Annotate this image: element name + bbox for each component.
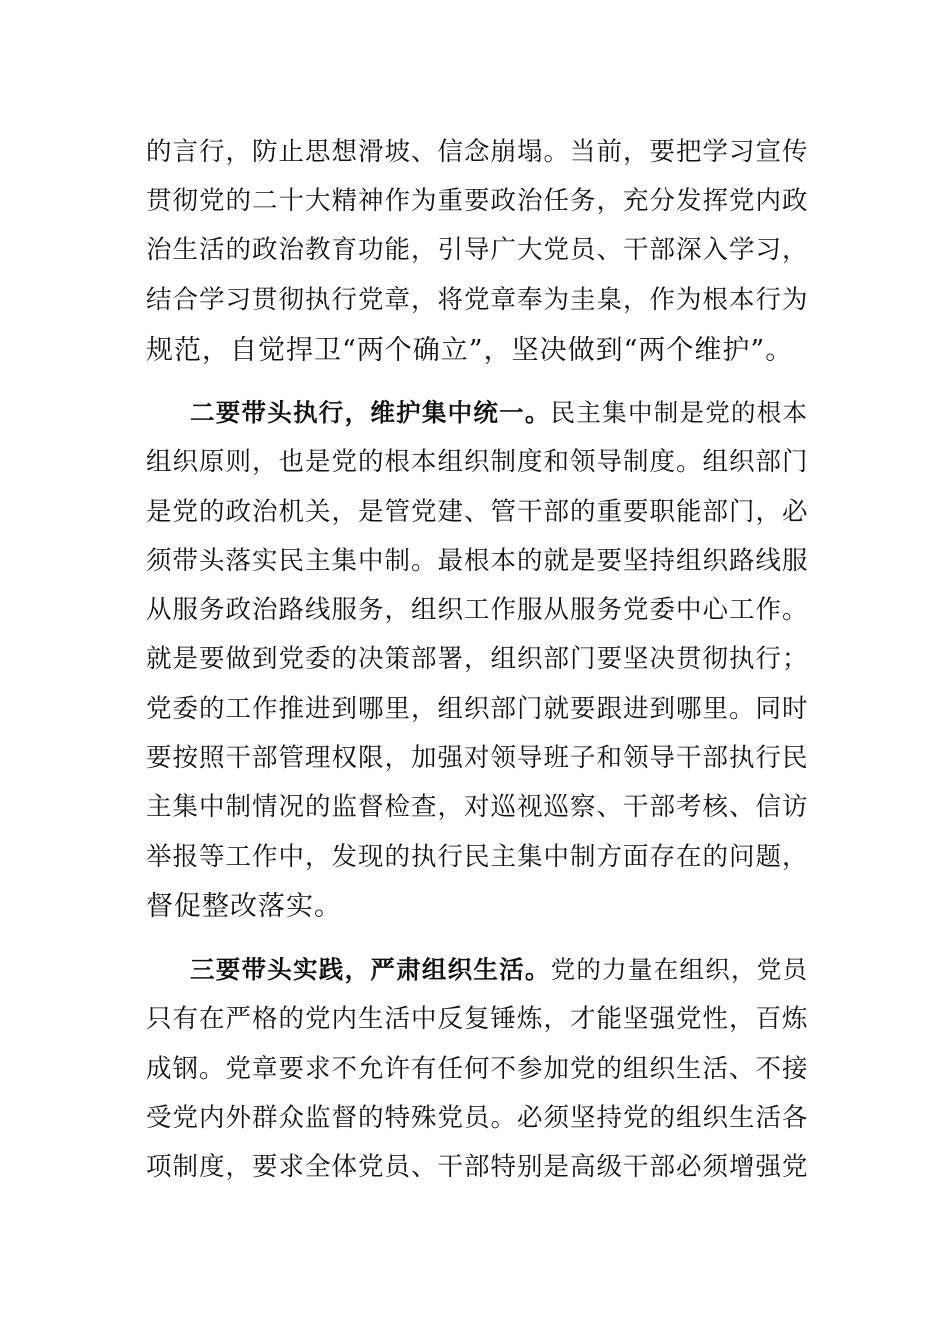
text-line: 受党内外群众监督的特殊党员。必须坚持党的组织生活各 [146, 1103, 809, 1133]
text-line: 治生活的政治教育功能，引导广大党员、干部深入学习， [146, 235, 809, 265]
text-line: 就是要做到党委的决策部署，组织部门要坚决贯彻执行； [146, 644, 809, 674]
text-line: 贯彻党的二十大精神作为重要政治任务，充分发挥党内政 [146, 186, 809, 216]
text-line: 党委的工作推进到哪里，组织部门就要跟进到哪里。同时 [146, 694, 809, 724]
text-line: 规范，自觉捍卫“两个确立”，坚决做到“两个维护”。 [146, 335, 794, 366]
text-line: 举报等工作中，发现的执行民主集中制方面存在的问题， [146, 842, 809, 872]
text-line: 组织原则，也是党的根本组织制度和领导制度。组织部门 [146, 447, 809, 477]
text-span: 党的力量在组织，党员 [550, 955, 809, 984]
text-line: 是党的政治机关，是管党建、管干部的重要职能部门，必 [146, 497, 809, 527]
text-line: 成钢。党章要求不允许有任何不参加党的组织生活、不接 [146, 1054, 809, 1084]
text-line: 从服务政治路线服务，组织工作服从服务党委中心工作。 [146, 595, 809, 625]
text-line: 结合学习贯彻执行党章，将党章奉为圭臬，作为根本行为 [146, 285, 809, 315]
section-heading: 三要带头实践，严肃组织生活。 [190, 955, 551, 984]
paragraph-first-line [190, 945, 808, 995]
text-line: 主集中制情况的监督检查，对巡视巡察、干部考核、信访 [146, 792, 809, 822]
text-line: 要按照干部管理权限，加强对领导班子和领导干部执行民 [146, 743, 809, 773]
text-line: 只有在严格的党内生活中反复锤炼，才能坚强党性，百炼 [146, 1004, 809, 1034]
text-span: 民主集中制是党的根本 [550, 398, 809, 427]
text-line: 须带头落实民主集中制。最根本的就是要坚持组织路线服 [146, 546, 809, 576]
section-heading: 二要带头执行，维护集中统一。 [190, 398, 551, 427]
text-line: 项制度，要求全体党员、干部特别是高级干部必须增强党 [146, 1152, 809, 1182]
text-line: 的言行，防止思想滑坡、信念崩塌。当前，要把学习宣传 [146, 137, 809, 167]
paragraph-first-line [190, 388, 808, 438]
text-line: 督促整改落实。 [146, 891, 342, 922]
